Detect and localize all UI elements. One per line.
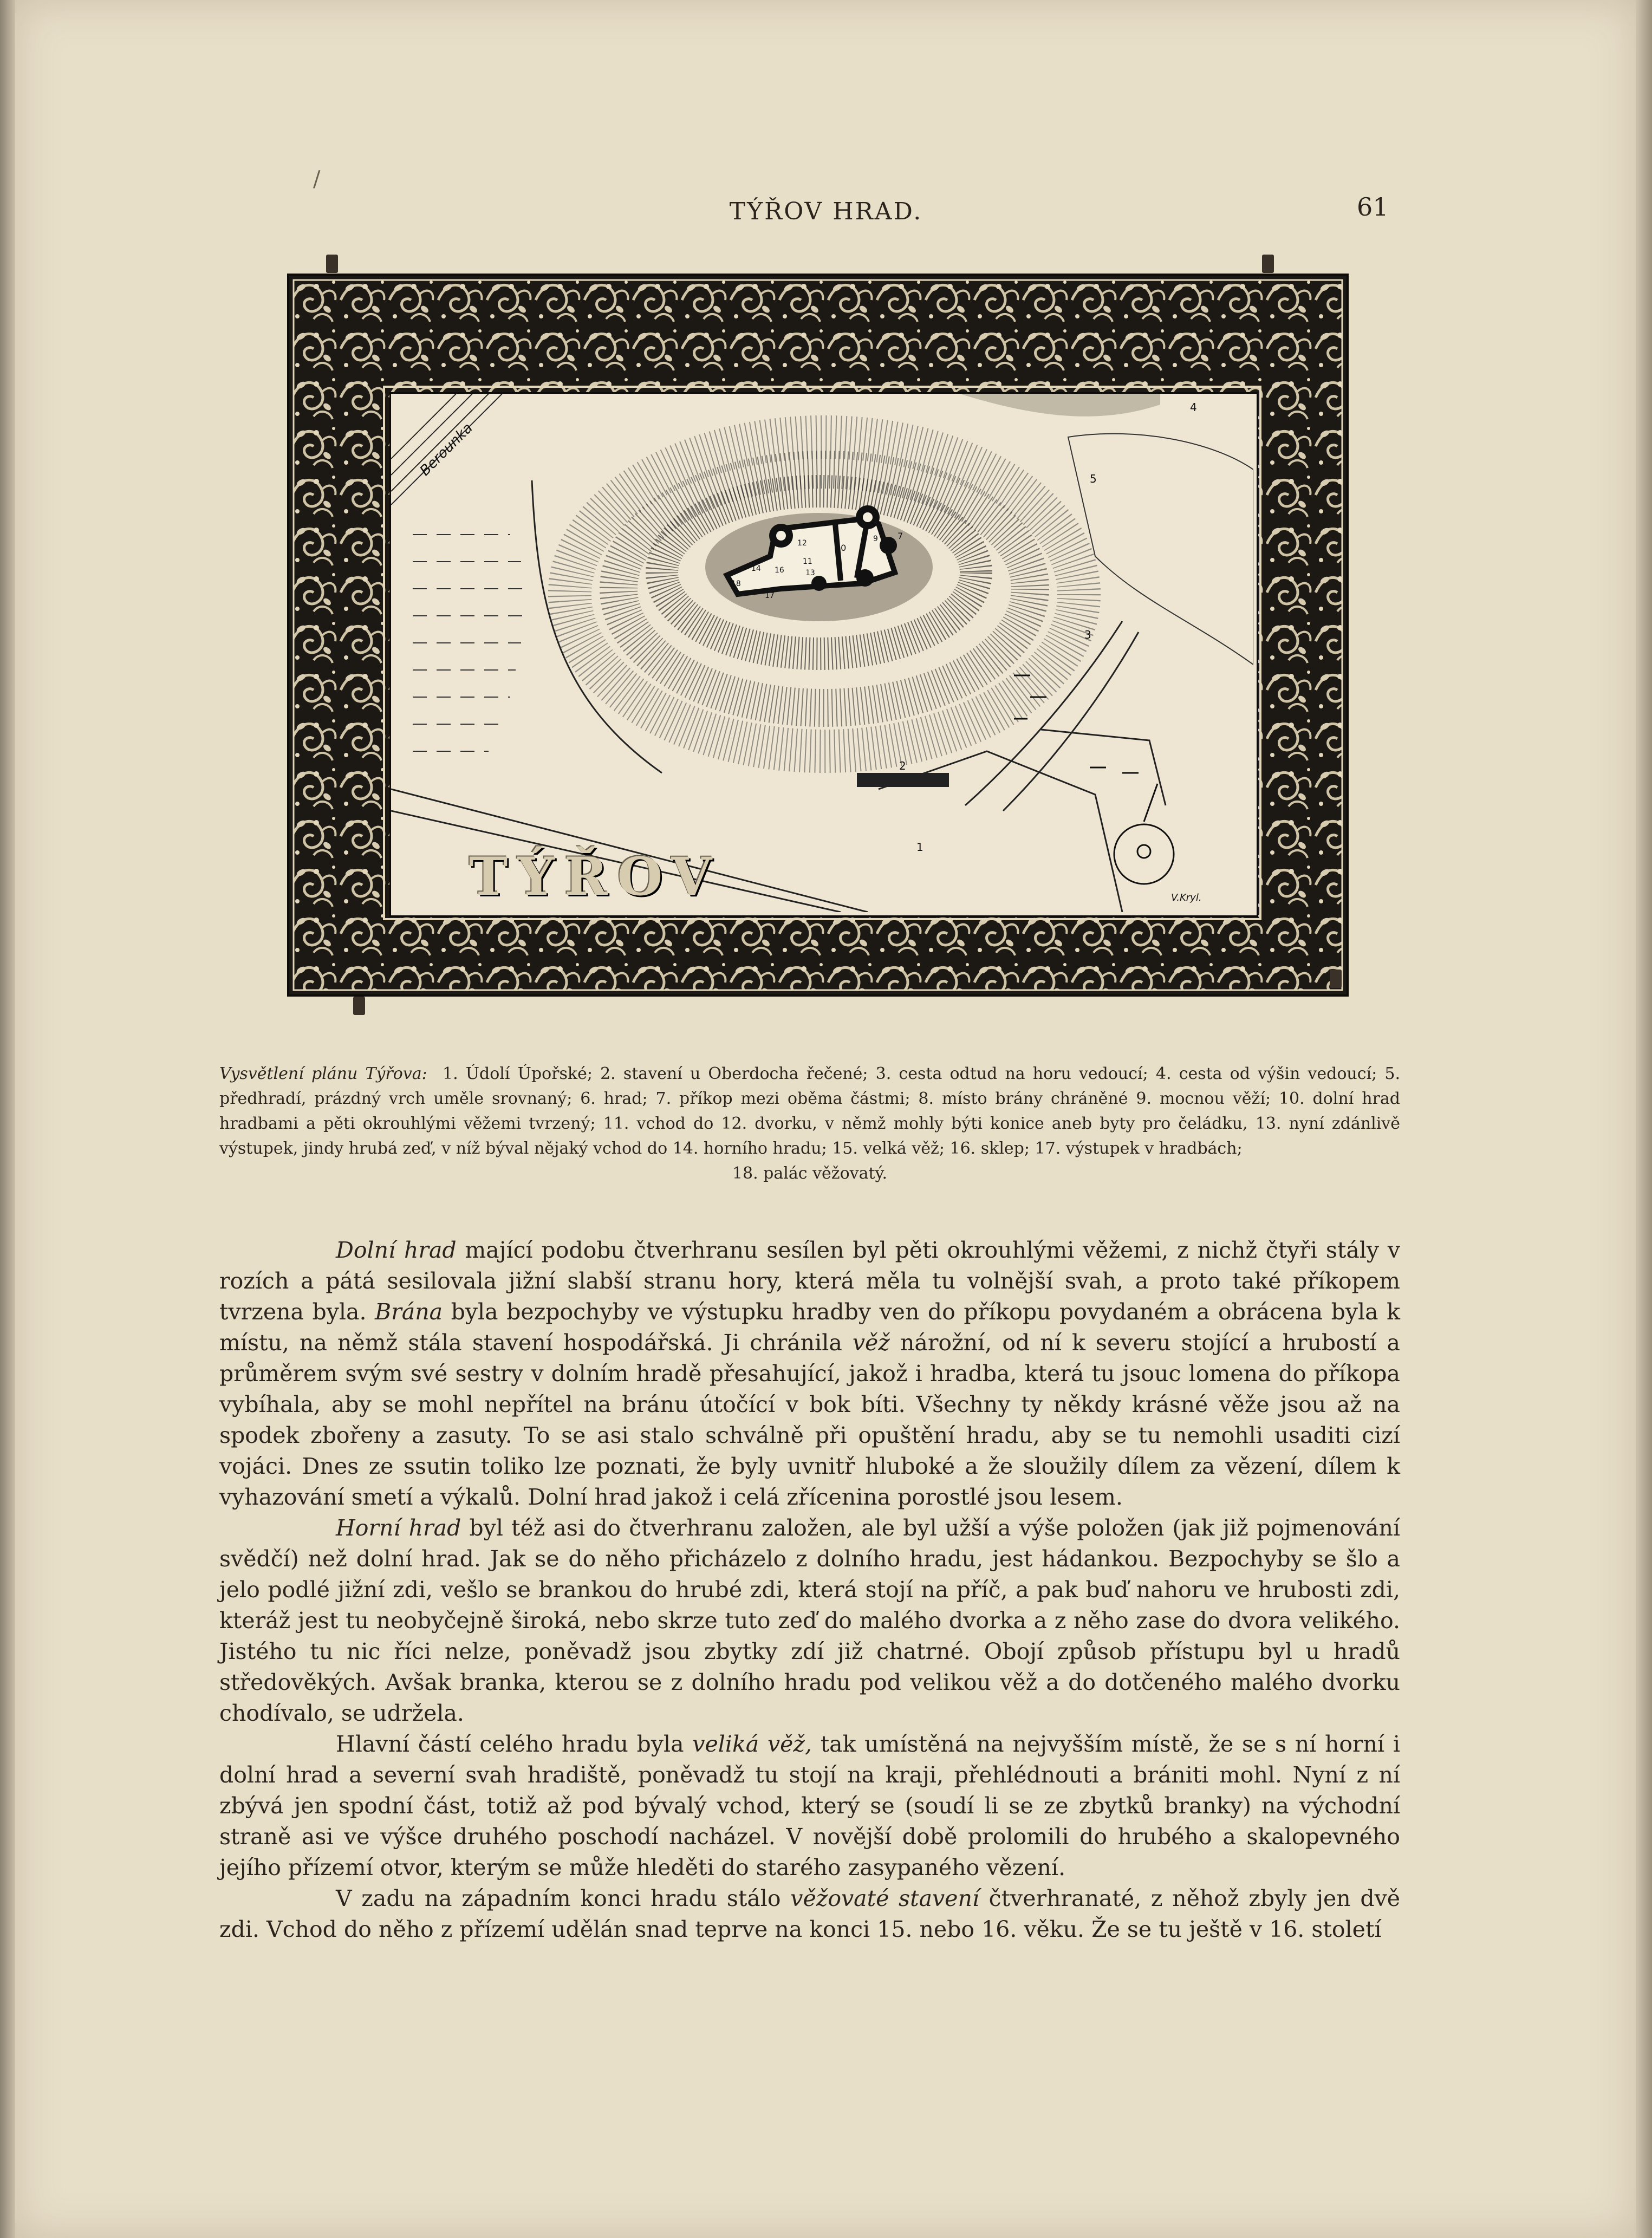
caption-lead: Vysvětlení plánu Týřova: xyxy=(219,1064,427,1083)
map-number-3: 3 xyxy=(1084,628,1091,641)
frame-peg-top-left xyxy=(326,255,338,273)
map-number-9: 9 xyxy=(873,535,878,543)
pencil-mark: / xyxy=(313,167,321,192)
plan-drawing xyxy=(391,394,1253,912)
caption-text: 1. Údolí Úpořské; 2. stavení u Oberdocha řečené; 3. cesta odtud na horu vedoucí; 4. cesta od výšin vedoucí; 5. předhradí, prázdný vrch uměle srovnaný; 6. hrad; 7. příkop mezi oběma částmi; 8. místo brány chráněné 9. mocnou věží; 10. dolní hrad hradbami a pěti okrouhlými věžemi tvrzený; 11. vchod do 12. dvorku, v němž mohly býti konice aneb byty pro čeládku, 13. nyní zdánlivě výstupek, jindy hrubá zeď, v níž býval nějaký vchod do 14. horního hradu; 15. velká věž; 16. sklep; 17. výstupek v hradbách; xyxy=(219,1064,1400,1158)
figure-caption xyxy=(219,1062,1400,1186)
building-2 xyxy=(857,773,949,787)
p4-text-a: V zadu na západním konci hradu stálo xyxy=(336,1885,791,1911)
map-number-1: 1 xyxy=(916,841,923,854)
body-text xyxy=(219,1235,1400,1945)
compass-rose xyxy=(1114,784,1174,884)
page-number: 61 xyxy=(1357,192,1389,222)
map-number-4: 4 xyxy=(1190,401,1197,414)
running-title: TÝŘOV HRAD. xyxy=(729,198,923,225)
book-spine xyxy=(0,0,15,2238)
map-number-16: 16 xyxy=(775,566,784,575)
p2-emphasis-1: Horní hrad xyxy=(336,1515,461,1541)
map-number-13: 13 xyxy=(805,569,815,577)
map-number-7: 7 xyxy=(897,531,903,541)
p4-emphasis-1: věžovaté stavení xyxy=(790,1885,979,1911)
map-number-14: 14 xyxy=(751,564,761,573)
map-title-banner xyxy=(408,847,782,907)
map-number-17: 17 xyxy=(765,591,775,600)
map-number-12: 12 xyxy=(797,539,807,548)
p1-text-a: mající podobu čtverhranu sesílen byl pěti okrouhlými věžemi, z nichž čtyři stály v rozích a pátá sesilovala jižní slabší stranu hory, která měla tu volnější svah, a proto také příkopem tvrzena byla. xyxy=(219,1237,1400,1325)
p1-text-b: byla bezpochyby ve výstupku hradby ven do příkopu povydaném a obrácena byla k místu, na němž stála stavení hospodářská. Ji chránila xyxy=(219,1299,1400,1356)
p1-emphasis-2: Brána xyxy=(375,1299,443,1325)
p1-text-c: nárožní, od ní k severu stojící a hrubostí a průměrem svým své sestry v dolním hradě přesahující, jakož i hradba, která tu jsouc lomena do příkopa vybíhala, aby se mohl nepřítel na bránu útočící v bok bíti. Všechny ty někdy krásné věže jsou až na spodek zbořeny a zasuty. To se asi stalo schválně při opuštění hradu, aby se tu nemohli usaditi cizí vojáci. Dnes ze ssutin toliko lze poznati, že byly uvnitř hluboké a že sloužily dílem za vězení, dílem k vyhazování smetí a výkalů. Dolní hrad jakož i celá zřícenina porostlé jsou lesem. xyxy=(219,1330,1400,1510)
artist-signature: V.Kryl. xyxy=(1171,892,1202,903)
frame-peg-top-right xyxy=(1262,255,1274,273)
page-edge xyxy=(1636,0,1652,2238)
ornamental-map-frame xyxy=(287,274,1349,997)
frame-peg-bottom-right xyxy=(1330,970,1342,988)
meadow-hatching xyxy=(413,535,526,751)
castle-site-plan xyxy=(389,392,1258,917)
caption-last-line: 18. palác věžovatý. xyxy=(732,1164,888,1183)
paragraph-1 xyxy=(219,1235,1400,1513)
map-title: TÝŘOV xyxy=(469,846,722,907)
map-number-2: 2 xyxy=(899,759,906,772)
caption-body xyxy=(219,1062,1400,1161)
paragraph-4 xyxy=(219,1883,1400,1945)
map-number-10: 10 xyxy=(835,543,847,553)
p3-text-b: tak umístěná na nejvyšším místě, že se s ní horní i dolní hrad a severní svah hradiště, poněvadž tu stojí na kraji, přehlédnouti a brániti mohl. Nyní z ní zbývá jen spodní část, totiž až pod bývalý vchod, který se (soudí li se ze zbytků branky) na východní straně asi ve výšce druhého poschodí nacházel. V novější době prolomili do hrubého a skalopevného jejího přízemí otvor, kterým se může hleděti do starého zasypaného vězení. xyxy=(219,1731,1400,1881)
map-number-11: 11 xyxy=(803,557,812,566)
p3-text-a: Hlavní částí celého hradu byla xyxy=(336,1731,693,1757)
paragraph-3 xyxy=(219,1729,1400,1883)
river-label: Berounka xyxy=(417,420,476,479)
p1-emphasis-3: věž xyxy=(852,1330,890,1356)
frame-peg-bottom-left xyxy=(353,997,365,1015)
map-number-18: 18 xyxy=(731,580,741,588)
p4-text-b: čtverhranaté, z něhož zbyly jen dvě zdi. Vchod do něho z přízemí udělán snad teprve na konci 15. nebo 16. věku. Že se tu ještě v 16. století xyxy=(219,1885,1400,1942)
p3-emphasis-1: veliká věž, xyxy=(692,1731,812,1757)
paragraph-2 xyxy=(219,1513,1400,1729)
p1-emphasis-1: Dolní hrad xyxy=(336,1237,457,1263)
p2-text-a: byl též asi do čtverhranu založen, ale byl užší a výše položen (jak již pojmenování svědčí) než dolní hrad. Jak se do něho přicházelo z dolního hradu, jest hádankou. Bezpochyby se šlo a jelo podlé jižní zdi, vešlo se brankou do hrubé zdi, která stojí na příč, a pak buď nahoru ve hrubosti zdi, kteráž jest tu neobyčejně široká, nebo skrze tuto zeď do malého dvorka a z něho zase do dvora velikého. Jistého tu nic říci nelze, poněvadž jsou zbytky zdí již chatrné. Obojí způsob přístupu byl u hradů středověkých. Avšak branka, kterou se z dolního hradu pod velikou věž a do dotčeného malého dvorku chodívalo, se udržela. xyxy=(219,1515,1400,1726)
map-number-5: 5 xyxy=(1090,472,1097,485)
